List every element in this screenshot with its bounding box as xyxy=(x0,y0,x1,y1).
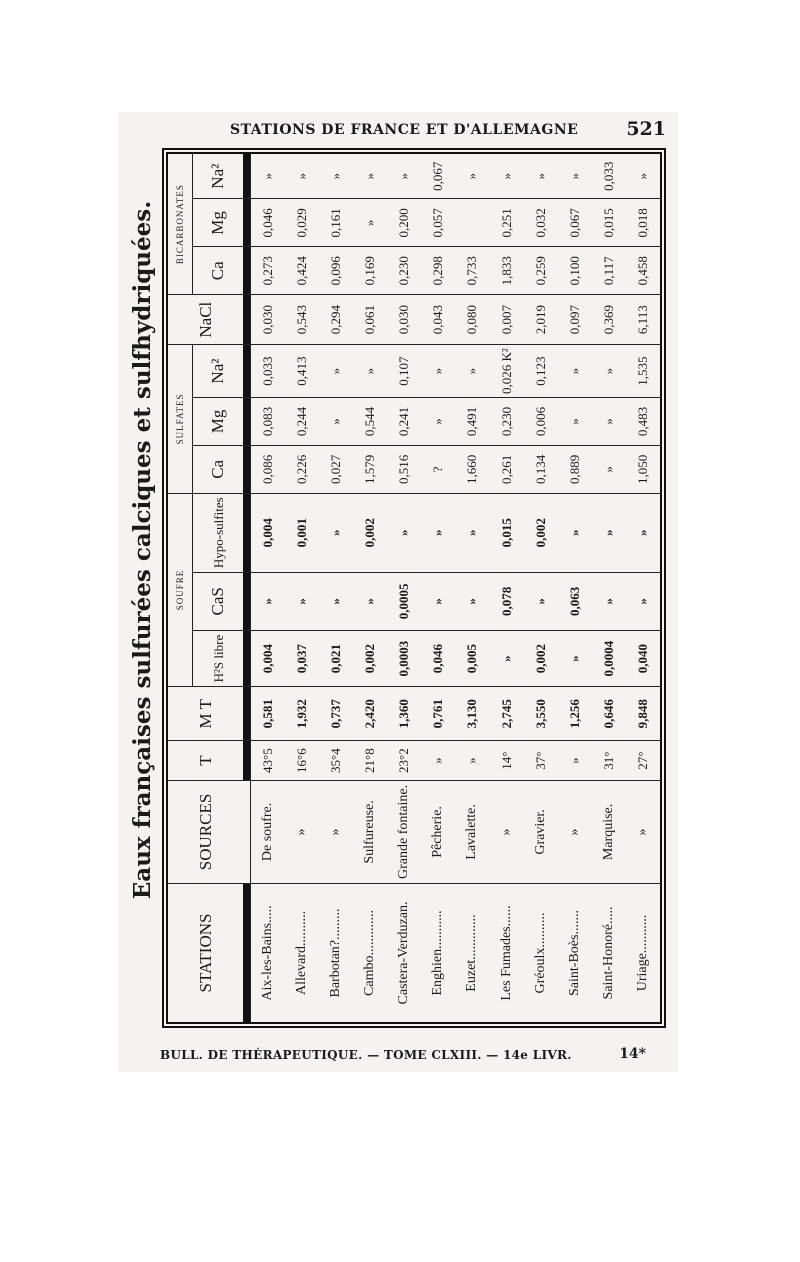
cell-s-na: 1,535 xyxy=(626,345,661,398)
cell-b-na: » xyxy=(319,153,353,199)
cell-s-na: » xyxy=(455,345,489,398)
cell-mt: 3,550 xyxy=(524,687,558,741)
cell-station: Enghien........... xyxy=(421,884,455,1024)
cell-hypo: » xyxy=(387,493,421,572)
cell-s-ca: 0,261 xyxy=(489,445,523,493)
cell-s-na: 0,107 xyxy=(387,345,421,398)
cell-s-na: » xyxy=(319,345,353,398)
cell-hypo: » xyxy=(455,493,489,572)
table-row xyxy=(251,153,286,1023)
cell-b-mg: 0,018 xyxy=(626,199,661,247)
cell-station: Gréoulx.......... xyxy=(524,884,558,1024)
cell-t: 16°6 xyxy=(285,741,319,781)
cell-mt: 0,581 xyxy=(251,687,286,741)
footer-citation: BULL. DE THÉRAPEUTIQUE. — TOME CLXIII. — 14e LIVR. xyxy=(160,1048,572,1062)
cell-source: Marquise. xyxy=(592,780,626,883)
cell-s-ca: 1,579 xyxy=(353,445,387,493)
cell-nacl: 0,061 xyxy=(353,295,387,345)
cell-b-na: » xyxy=(251,153,286,199)
header-bicarb-mg: Mg xyxy=(193,199,244,247)
table-row xyxy=(387,153,421,1023)
cell-station: Uriage........... xyxy=(626,884,661,1024)
cell-nacl: 0,080 xyxy=(455,295,489,345)
cell-mt: 1,256 xyxy=(558,687,592,741)
header-cas: CaS xyxy=(193,572,244,630)
cell-s-na: » xyxy=(558,345,592,398)
cell-b-mg: 0,029 xyxy=(285,199,319,247)
cell-t: 35°4 xyxy=(319,741,353,781)
cell-t: 37° xyxy=(524,741,558,781)
cell-s-mg: 0,244 xyxy=(285,398,319,446)
cell-s-na: » xyxy=(421,345,455,398)
cell-h2s: 0,037 xyxy=(285,630,319,686)
cell-s-ca: ? xyxy=(421,445,455,493)
header-h2s: H²S libre xyxy=(193,630,244,686)
header-stations: STATIONS xyxy=(167,884,243,1024)
cell-h2s: » xyxy=(558,630,592,686)
cell-station: Saint-Honoré..... xyxy=(592,884,626,1024)
cell-b-mg: 0,015 xyxy=(592,199,626,247)
cell-mt: 2,420 xyxy=(353,687,387,741)
cell-cas: » xyxy=(251,572,286,630)
cell-s-mg: 0,083 xyxy=(251,398,286,446)
cell-cas: 0,0005 xyxy=(387,572,421,630)
table-row xyxy=(489,153,523,1023)
header-sulfate-na2: Na² xyxy=(193,345,244,398)
cell-s-na: 0,033 xyxy=(251,345,286,398)
cell-hypo: 0,004 xyxy=(251,493,286,572)
cell-s-mg: 0,230 xyxy=(489,398,523,446)
cell-t: 27° xyxy=(626,741,661,781)
cell-s-na: » xyxy=(592,345,626,398)
cell-mt: 0,646 xyxy=(592,687,626,741)
cell-source: » xyxy=(319,780,353,883)
cell-s-mg: » xyxy=(592,398,626,446)
cell-b-ca: 0,458 xyxy=(626,247,661,295)
cell-s-na: 0,123 xyxy=(524,345,558,398)
cell-b-mg: 0,057 xyxy=(421,199,455,247)
cell-mt: 3,130 xyxy=(455,687,489,741)
cell-h2s: 0,0003 xyxy=(387,630,421,686)
cell-hypo: 0,002 xyxy=(353,493,387,572)
cell-s-ca: » xyxy=(592,445,626,493)
cell-station: Allevard.......... xyxy=(285,884,319,1024)
cell-station: Aix-les-Bains..... xyxy=(251,884,286,1024)
cell-hypo: 0,001 xyxy=(285,493,319,572)
cell-mt: 0,761 xyxy=(421,687,455,741)
cell-source: » xyxy=(489,780,523,883)
cell-b-mg: 0,046 xyxy=(251,199,286,247)
header-mt: M T xyxy=(167,687,243,741)
cell-nacl: 2,019 xyxy=(524,295,558,345)
cell-b-ca: 0,273 xyxy=(251,247,286,295)
cell-h2s: 0,0004 xyxy=(592,630,626,686)
rotated-content xyxy=(126,150,666,1030)
cell-nacl: 0,097 xyxy=(558,295,592,345)
cell-station: Cambo............. xyxy=(353,884,387,1024)
cell-s-na: 0,413 xyxy=(285,345,319,398)
cell-b-na: » xyxy=(524,153,558,199)
cell-b-na: » xyxy=(387,153,421,199)
cell-h2s: 0,046 xyxy=(421,630,455,686)
cell-hypo: » xyxy=(626,493,661,572)
cell-station: Euzet............. xyxy=(455,884,489,1024)
header-nacl: NaCl xyxy=(167,295,243,345)
page-number: 521 xyxy=(626,118,666,140)
cell-h2s: 0,004 xyxy=(251,630,286,686)
cell-hypo: » xyxy=(421,493,455,572)
cell-cas: » xyxy=(524,572,558,630)
cell-hypo: 0,015 xyxy=(489,493,523,572)
running-title: STATIONS DE FRANCE ET D'ALLEMAGNE xyxy=(230,122,579,138)
cell-b-ca: 0,169 xyxy=(353,247,387,295)
cell-s-mg: 0,491 xyxy=(455,398,489,446)
cell-b-ca: 0,298 xyxy=(421,247,455,295)
table-title: Eaux françaises sulfurées calciques et sulfhydriquées. xyxy=(129,200,156,900)
cell-b-ca: 0,100 xyxy=(558,247,592,295)
cell-t: » xyxy=(455,741,489,781)
cell-s-mg: 0,544 xyxy=(353,398,387,446)
cell-h2s: » xyxy=(489,630,523,686)
cell-cas: 0,078 xyxy=(489,572,523,630)
rotated-table-area xyxy=(126,150,666,1030)
cell-source: Pêcherie. xyxy=(421,780,455,883)
cell-b-na: » xyxy=(489,153,523,199)
cell-b-na: » xyxy=(353,153,387,199)
cell-station: Saint-Boès....... xyxy=(558,884,592,1024)
cell-t: 21°8 xyxy=(353,741,387,781)
cell-s-mg: 0,006 xyxy=(524,398,558,446)
header-bicarb-na2: Na² xyxy=(193,153,244,199)
cell-t: 43°5 xyxy=(251,741,286,781)
cell-nacl: 0,294 xyxy=(319,295,353,345)
cell-source: Lavalette. xyxy=(455,780,489,883)
cell-nacl: 0,030 xyxy=(251,295,286,345)
cell-cas: » xyxy=(421,572,455,630)
cell-nacl: 0,007 xyxy=(489,295,523,345)
cell-cas: » xyxy=(455,572,489,630)
cell-s-ca: 0,516 xyxy=(387,445,421,493)
cell-b-mg: 0,032 xyxy=(524,199,558,247)
cell-cas: » xyxy=(626,572,661,630)
cell-b-ca: 0,230 xyxy=(387,247,421,295)
header-sulfates: SULFATES xyxy=(167,345,193,494)
cell-b-mg: 0,161 xyxy=(319,199,353,247)
cell-hypo: » xyxy=(558,493,592,572)
cell-s-ca: 1,660 xyxy=(455,445,489,493)
cell-b-mg: » xyxy=(353,199,387,247)
cell-source: » xyxy=(285,780,319,883)
cell-mt: 0,737 xyxy=(319,687,353,741)
cell-nacl: 0,543 xyxy=(285,295,319,345)
cell-s-ca: 0,226 xyxy=(285,445,319,493)
header-bicarb-ca: Ca xyxy=(193,247,244,295)
header-sulfate-ca: Ca xyxy=(193,445,244,493)
header-sources: SOURCES xyxy=(167,780,243,883)
cell-hypo: 0,002 xyxy=(524,493,558,572)
table-row xyxy=(626,153,661,1023)
cell-s-ca: 0,086 xyxy=(251,445,286,493)
cell-nacl: 0,369 xyxy=(592,295,626,345)
cell-nacl: 6,113 xyxy=(626,295,661,345)
table-row xyxy=(592,153,626,1023)
cell-s-ca: 0,027 xyxy=(319,445,353,493)
cell-mt: 1,932 xyxy=(285,687,319,741)
cell-b-na: » xyxy=(626,153,661,199)
cell-t: » xyxy=(421,741,455,781)
cell-h2s: 0,005 xyxy=(455,630,489,686)
cell-source: De soufre. xyxy=(251,780,286,883)
cell-cas: » xyxy=(285,572,319,630)
header-bicarbonates: BICARBONATES xyxy=(167,153,193,295)
table-row xyxy=(558,153,592,1023)
cell-mt: 2,745 xyxy=(489,687,523,741)
cell-s-mg: » xyxy=(421,398,455,446)
cell-b-ca: 1,833 xyxy=(489,247,523,295)
cell-b-ca: 0,117 xyxy=(592,247,626,295)
mineral-water-table xyxy=(166,152,662,1024)
cell-hypo: » xyxy=(319,493,353,572)
cell-cas: » xyxy=(592,572,626,630)
cell-t: » xyxy=(558,741,592,781)
cell-source: Grande fontaine. xyxy=(387,780,421,883)
footer-signature: 14* xyxy=(619,1046,646,1062)
cell-b-ca: 0,096 xyxy=(319,247,353,295)
footer xyxy=(160,1046,680,1066)
cell-b-na: 0,033 xyxy=(592,153,626,199)
table-row xyxy=(421,153,455,1023)
cell-h2s: 0,040 xyxy=(626,630,661,686)
cell-b-mg: 0,251 xyxy=(489,199,523,247)
cell-hypo: » xyxy=(592,493,626,572)
cell-cas: 0,063 xyxy=(558,572,592,630)
cell-b-mg: 0,200 xyxy=(387,199,421,247)
cell-station: Les Fumades...... xyxy=(489,884,523,1024)
cell-s-na: » xyxy=(353,345,387,398)
cell-s-mg: » xyxy=(319,398,353,446)
cell-source: Sulfureuse. xyxy=(353,780,387,883)
table-row xyxy=(455,153,489,1023)
cell-b-na: » xyxy=(558,153,592,199)
cell-cas: » xyxy=(353,572,387,630)
table-row xyxy=(319,153,353,1023)
header-sulfate-mg: Mg xyxy=(193,398,244,446)
header-soufre: SOUFRE xyxy=(167,493,193,686)
cell-cas: » xyxy=(319,572,353,630)
table-row xyxy=(285,153,319,1023)
cell-t: 14° xyxy=(489,741,523,781)
cell-s-mg: » xyxy=(558,398,592,446)
header-hypo: Hypo-sulfites xyxy=(193,493,244,572)
cell-mt: 1,360 xyxy=(387,687,421,741)
cell-h2s: 0,002 xyxy=(353,630,387,686)
running-head xyxy=(118,116,678,144)
cell-b-na: » xyxy=(285,153,319,199)
cell-h2s: 0,021 xyxy=(319,630,353,686)
table-row xyxy=(524,153,558,1023)
cell-t: 31° xyxy=(592,741,626,781)
cell-s-ca: 1,050 xyxy=(626,445,661,493)
cell-mt: 9,848 xyxy=(626,687,661,741)
table-row xyxy=(353,153,387,1023)
cell-s-na: 0,026 K² xyxy=(489,345,523,398)
header-t: T xyxy=(167,741,243,781)
cell-station: Castera-Verduzan. xyxy=(387,884,421,1024)
cell-nacl: 0,030 xyxy=(387,295,421,345)
cell-station: Barbotan?......... xyxy=(319,884,353,1024)
cell-s-ca: 0,889 xyxy=(558,445,592,493)
cell-s-mg: 0,241 xyxy=(387,398,421,446)
cell-b-na: 0,067 xyxy=(421,153,455,199)
cell-b-ca: 0,733 xyxy=(455,247,489,295)
cell-nacl: 0,043 xyxy=(421,295,455,345)
cell-b-ca: 0,424 xyxy=(285,247,319,295)
cell-s-mg: 0,483 xyxy=(626,398,661,446)
cell-b-mg xyxy=(455,199,489,247)
cell-b-na: » xyxy=(455,153,489,199)
cell-source: » xyxy=(626,780,661,883)
cell-b-ca: 0,259 xyxy=(524,247,558,295)
cell-h2s: 0,002 xyxy=(524,630,558,686)
cell-t: 23°2 xyxy=(387,741,421,781)
cell-s-ca: 0,134 xyxy=(524,445,558,493)
cell-source: Gravier. xyxy=(524,780,558,883)
cell-source: » xyxy=(558,780,592,883)
cell-b-mg: 0,067 xyxy=(558,199,592,247)
